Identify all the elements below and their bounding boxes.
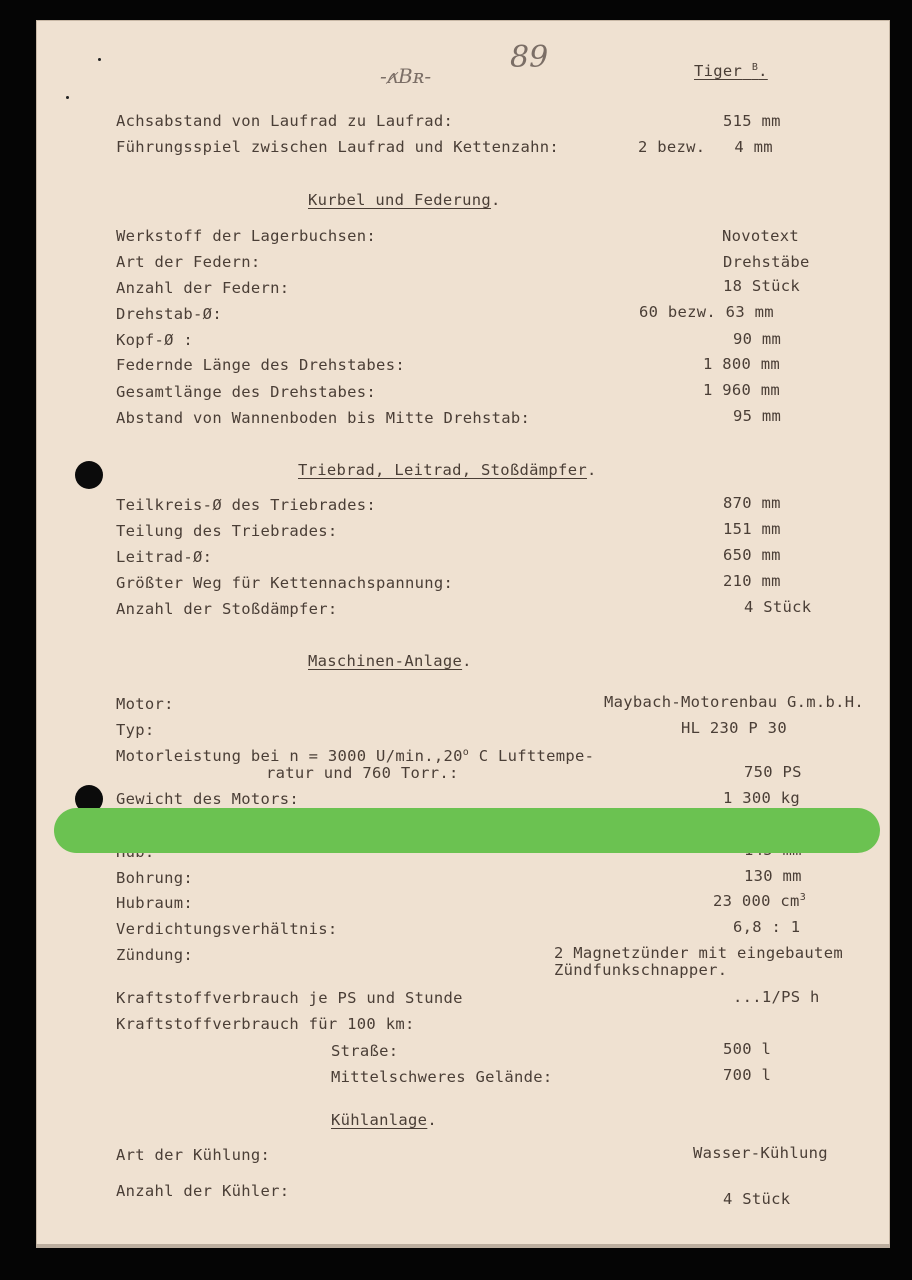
row-value: 500 l xyxy=(723,1040,772,1058)
row-label: Drehstab-Ø: xyxy=(116,305,222,323)
row-value: Drehstäbe xyxy=(723,253,810,271)
document-title: Tiger $^B$. xyxy=(694,62,768,80)
row-label: Zündung: xyxy=(116,946,194,964)
row-value: 650 mm xyxy=(723,546,781,564)
row-label: Bohrung: xyxy=(116,869,194,887)
section-heading: Kurbel und Federung. xyxy=(308,191,501,209)
row-label-continued: ratur und 760 Torr.: xyxy=(266,764,459,782)
row-value: 2 Magnetzünder mit eingebautem xyxy=(554,944,843,962)
row-value: 95 mm xyxy=(733,407,782,425)
row-label: Straße: xyxy=(331,1042,399,1060)
row-label: Abstand von Wannenboden bis Mitte Drehstab: xyxy=(116,409,531,427)
row-value: 750 PS xyxy=(744,763,802,781)
row-value: ...1/PS h xyxy=(733,988,820,1006)
row-label: Hubraum: xyxy=(116,894,194,912)
row-label: Anzahl der Federn: xyxy=(116,279,290,297)
redaction-bar xyxy=(54,808,880,853)
ink-speck xyxy=(98,58,101,61)
row-value: 151 mm xyxy=(723,520,781,538)
row-label: Typ: xyxy=(116,721,155,739)
row-value: 4 Stück xyxy=(744,598,812,616)
line-label: Achsabstand von Laufrad zu Laufrad: xyxy=(116,112,454,130)
row-value: 18 Stück xyxy=(723,277,801,295)
line-label: Führungsspiel zwischen Laufrad und Kettenzahn: xyxy=(116,138,560,156)
row-value: 6,8 : 1 xyxy=(733,918,801,936)
row-value: HL 230 P 30 xyxy=(681,719,787,737)
row-label: Art der Kühlung: xyxy=(116,1146,271,1164)
row-value: 870 mm xyxy=(723,494,781,512)
line-value: 2 bezw. 4 mm xyxy=(638,138,773,156)
page-edge xyxy=(36,1244,890,1248)
row-label: Motorleistung bei n = 3000 U/min.,20$^o$ C Lufttempe- xyxy=(116,747,595,765)
punch-hole xyxy=(75,461,103,489)
row-value: 23 000 $cm^3$ xyxy=(713,892,807,910)
row-value: 210 mm xyxy=(723,572,781,590)
row-label: Kraftstoffverbrauch je PS und Stunde xyxy=(116,989,463,1007)
section-heading: Maschinen-Anlage. xyxy=(308,652,472,670)
row-value: 4 Stück xyxy=(723,1190,791,1208)
row-label: Federnde Länge des Drehstabes: xyxy=(116,356,405,374)
row-value: Novotext xyxy=(722,227,800,245)
row-value: 60 bezw. 63 mm xyxy=(639,303,774,321)
row-label: Kopf-Ø : xyxy=(116,331,194,349)
row-label: Verdichtungsverhältnis: xyxy=(116,920,338,938)
row-value-continued: Zündfunkschnapper. xyxy=(554,961,728,979)
line-value: 515 mm xyxy=(723,112,781,130)
row-value: 130 mm xyxy=(744,867,802,885)
row-label: Anzahl der Stoßdämpfer: xyxy=(116,600,338,618)
row-label: Gewicht des Motors: xyxy=(116,790,300,808)
row-value: 90 mm xyxy=(733,330,782,348)
row-label: Teilkreis-Ø des Triebrades: xyxy=(116,496,377,514)
row-value: 1 300 kg xyxy=(723,789,801,807)
row-label: Motor: xyxy=(116,695,174,713)
row-label: Teilung des Triebrades: xyxy=(116,522,338,540)
row-value: 1 800 mm xyxy=(703,355,781,373)
row-label: Anzahl der Kühler: xyxy=(116,1182,290,1200)
handwritten-mark: -ʌ̷Bʀ- xyxy=(380,64,432,88)
page-number: 89 xyxy=(510,40,549,75)
row-label: Mittelschweres Gelände: xyxy=(331,1068,553,1086)
row-label: Größter Weg für Kettennachspannung: xyxy=(116,574,454,592)
row-label: Leitrad-Ø: xyxy=(116,548,213,566)
row-label: Gesamtlänge des Drehstabes: xyxy=(116,383,377,401)
ink-speck xyxy=(66,96,69,99)
row-value: Wasser-Kühlung xyxy=(693,1144,828,1162)
row-label: Kraftstoffverbrauch für 100 km: xyxy=(116,1015,415,1033)
row-value: 700 l xyxy=(723,1066,772,1084)
document-page xyxy=(36,20,890,1246)
row-label: Werkstoff der Lagerbuchsen: xyxy=(116,227,377,245)
row-value: Maybach-Motorenbau G.m.b.H. xyxy=(604,693,865,711)
row-label: Art der Federn: xyxy=(116,253,261,271)
row-value: 1 960 mm xyxy=(703,381,781,399)
section-heading: Kühlanlage. xyxy=(331,1111,437,1129)
section-heading: Triebrad, Leitrad, Stoßdämpfer. xyxy=(298,461,597,479)
